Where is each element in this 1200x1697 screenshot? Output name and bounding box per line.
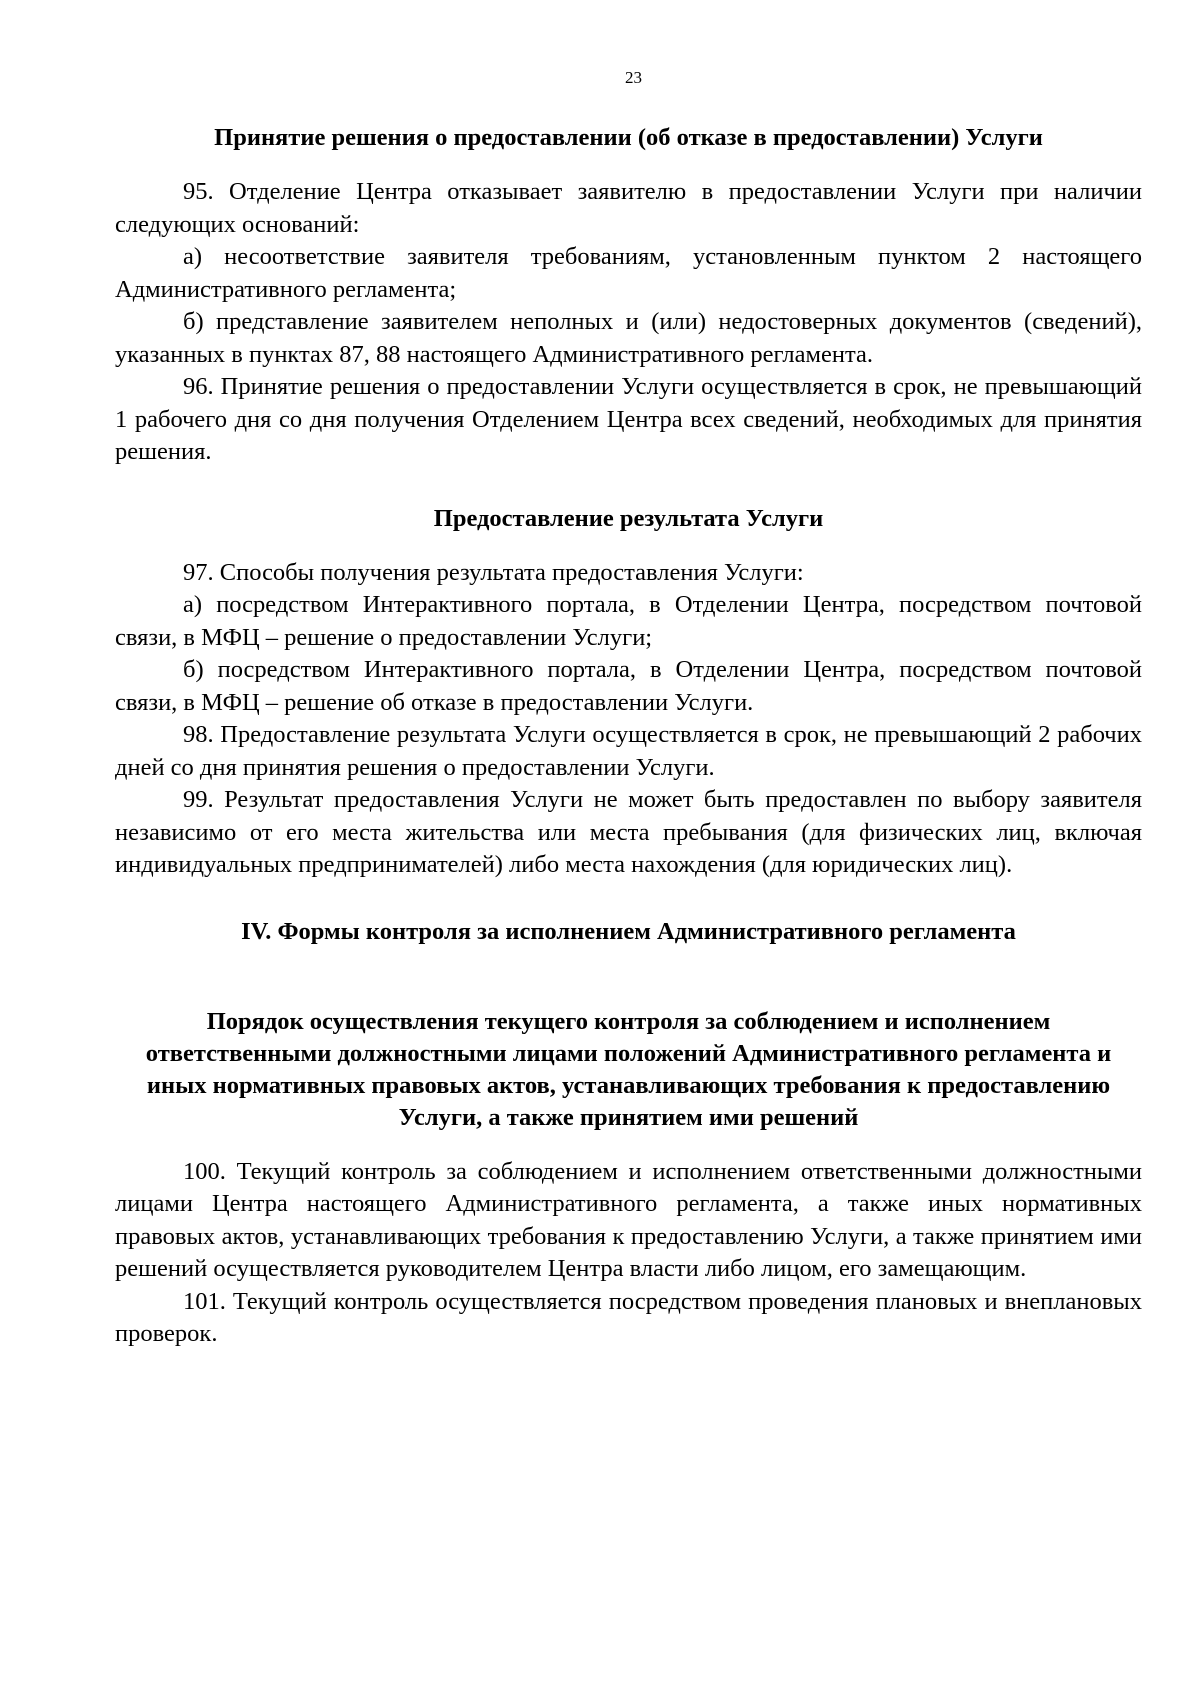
paragraph-96: 96. Принятие решения о предоставлении Услуги осуществляется в срок, не превышающий 1 рабочего дня со дня получения Отделением Центра всех сведений, необходимых для принятия решения.	[115, 373, 1142, 465]
paragraph-95-b: б) представление заявителем неполных и (или) недостоверных документов (сведений), указанных в пунктах 87, 88 настоящего Административного регламента.	[115, 308, 1142, 368]
paragraph-99: 99. Результат предоставления Услуги не может быть предоставлен по выбору заявителя независимо от его места жительства или места пребывания (для физических лиц, включая индивидуальных предпринимателей) либо места нахождения (для юридических лиц).	[115, 786, 1142, 878]
paragraph-95: 95. Отделение Центра отказывает заявителю в предоставлении Услуги при наличии следующих оснований:	[115, 178, 1142, 238]
paragraph-97-a: а) посредством Интерактивного портала, в Отделении Центра, посредством почтовой связи, в МФЦ – решение о предоставлении Услуги;	[115, 591, 1142, 651]
paragraph-101: 101. Текущий контроль осуществляется посредством проведения плановых и внеплановых проверок.	[115, 1287, 1142, 1347]
section-heading-control: Порядок осуществления текущего контроля за соблюдением и исполнением ответственными должностными лицами положений Административного регламента и иных нормативных правовых актов, устанавливающих требования к предоставлению Услуги, а также принятием ими решений	[145, 1007, 1112, 1131]
page-number: 23	[625, 68, 642, 87]
paragraph-97: 97. Способы получения результата предоставления Услуги:	[183, 558, 804, 586]
paragraph-98: 98. Предоставление результата Услуги осуществляется в срок, не превышающий 2 рабочих дней со дня принятия решения о предоставлении Услуги.	[115, 721, 1142, 781]
paragraph-97-b: б) посредством Интерактивного портала, в Отделении Центра, посредством почтовой связи, в МФЦ – решение об отказе в предоставлении Услуги.	[115, 656, 1142, 716]
paragraph-100: 100. Текущий контроль за соблюдением и исполнением ответственными должностными лицами Центра настоящего Административного регламента, а также иных нормативных правовых актов, устанавливающих требования к предоставлению Услуги, а также принятием ими решений осуществляется руководителем Центра власти либо лицом, его замещающим.	[115, 1157, 1142, 1282]
section-heading-result: Предоставление результата Услуги	[433, 504, 824, 532]
paragraph-95-a: а) несоответствие заявителя требованиям, установленным пунктом 2 настоящего Административного регламента;	[115, 243, 1142, 303]
section-heading-decision: Принятие решения о предоставлении (об отказе в предоставлении) Услуги	[214, 124, 1043, 151]
chapter-heading-iv: IV. Формы контроля за исполнением Административного регламента	[241, 917, 1016, 945]
